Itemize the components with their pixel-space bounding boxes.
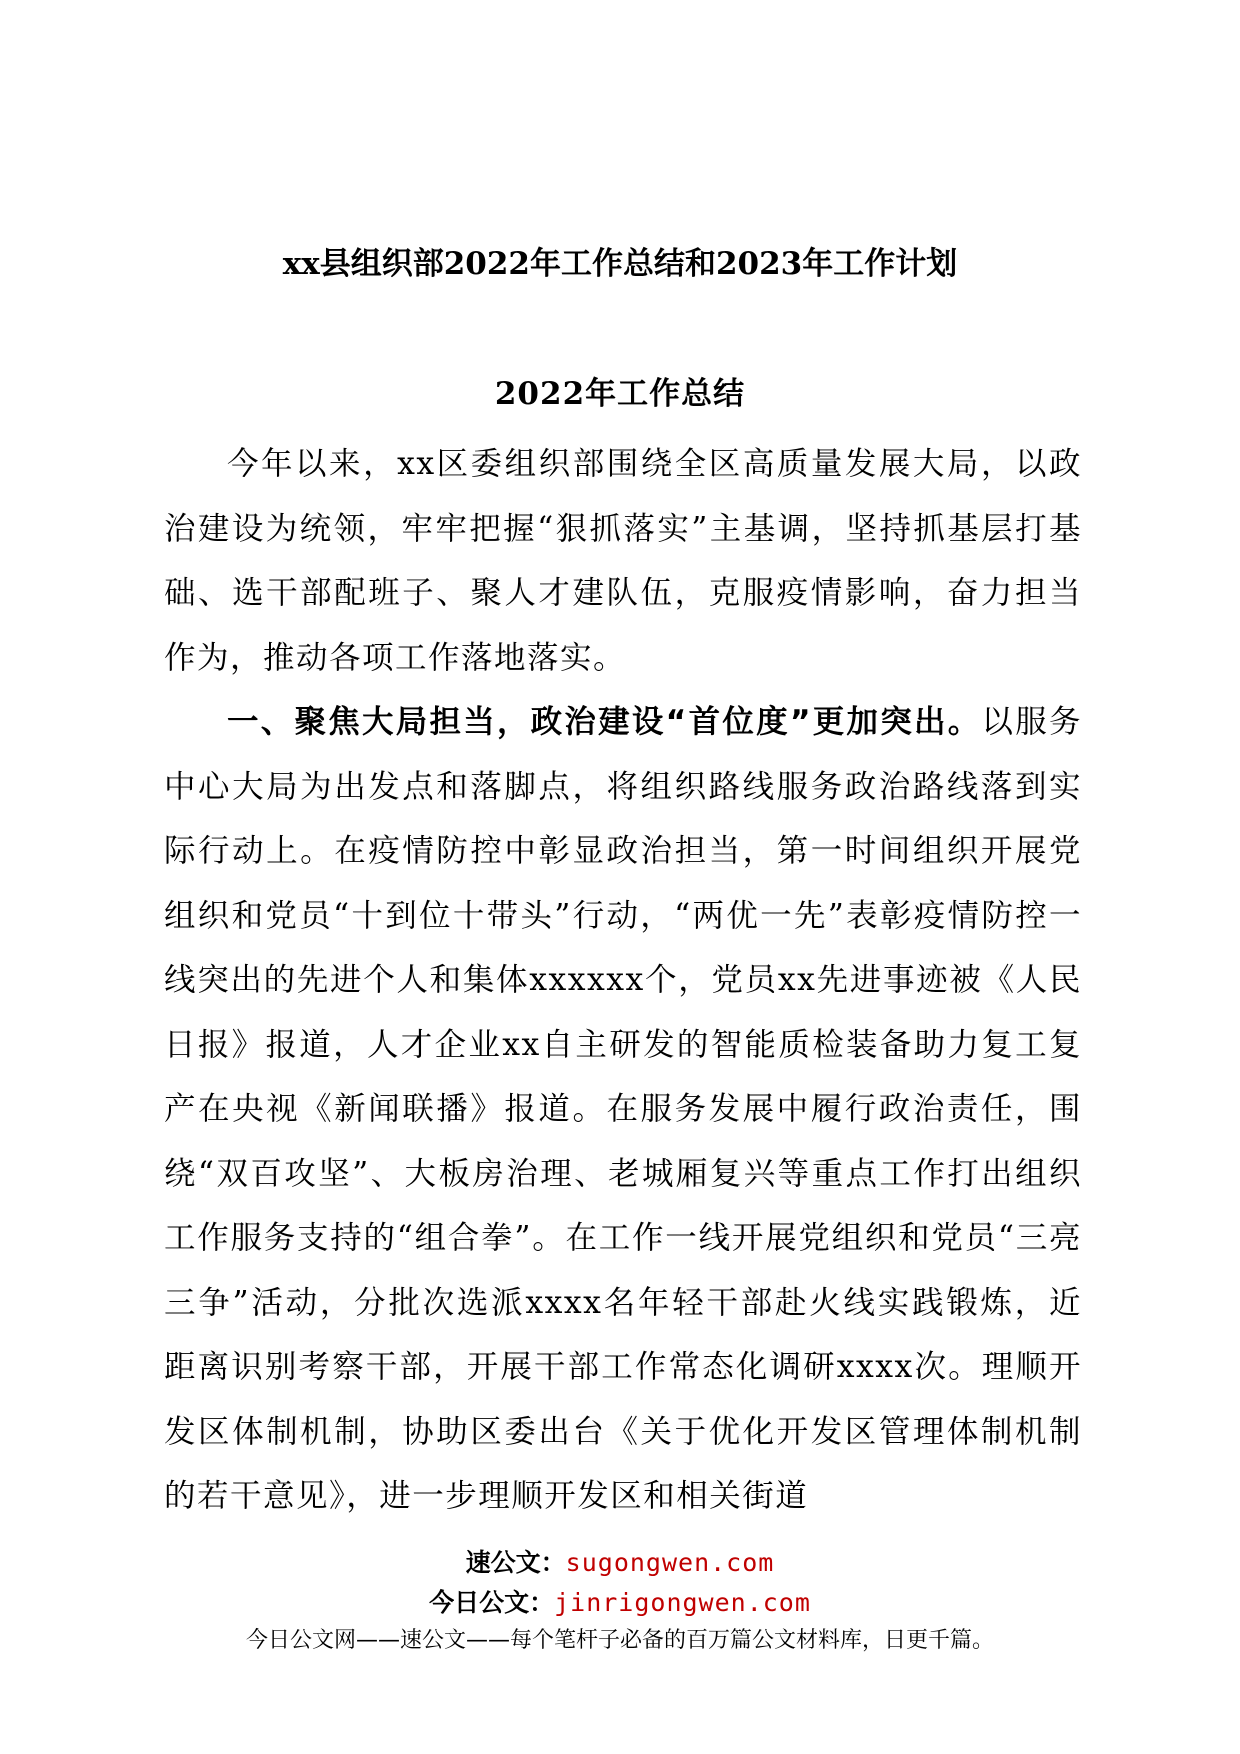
footer-label-jinrigongwen: 今日公文： xyxy=(429,1588,555,1617)
paragraph-text: 以服务中心大局为出发点和落脚点，将组织路线服务政治路线落到实际行动上。在疫情防控中彰显政治担当，第一时间组织开展党组织和党员“十到位十带头”行动，“两优一先”表彰疫情防控一线突出的先进个人和集体xxxxxx个，党员xx先进事迹被《人民日报》报道，人才企业xx自主研发的智能质检装备助力复工复产在央视《新闻联播》报道。在服务发展中履行政治责任，围绕“双百攻坚”、大板房治理、老城厢复兴等重点工作打出组织工作服务支持的“组合拳”。在工作一线开展党组织和党员“三亮三争”活动，分批次选派xxxx名年轻干部赴火线实践锻炼，近距离识别考察干部，开展干部工作常态化调研xxxx次。理顺开发区体制机制，协助区委出台《关于优化开发区管理体制机制的若干意见》，进一步理顺开发区和相关街道 xyxy=(164,704,1082,1514)
document-title: xx县组织部2022年工作总结和2023年工作计划 xyxy=(282,246,958,282)
footer-label-sugongwen: 速公文： xyxy=(465,1548,566,1577)
paragraph-text: 今年以来，xx区委组织部围绕全区高质量发展大局，以政治建设为统领，牢牢把握“狠抓落实”主基调，坚持抓基层打基础、选干部配班子、聚人才建队伍，克服疫情影响，奋力担当作为，推动各项工作落地落实。 xyxy=(164,446,1082,676)
paragraph-lead: 一、聚焦大局担当，政治建设“首位度”更加突出。 xyxy=(227,704,982,740)
footer-link-sugongwen[interactable]: sugongwen.com xyxy=(565,1548,775,1577)
document-body xyxy=(164,432,1082,1529)
footer-link-jinrigongwen[interactable]: jinrigongwen.com xyxy=(554,1588,811,1617)
section-title: 2022年工作总结 xyxy=(494,376,746,412)
paragraph-section-one xyxy=(164,690,1082,1529)
paragraph-intro xyxy=(164,432,1082,690)
footer-sugongwen xyxy=(0,1546,1240,1580)
footer-slogan: 今日公文网——速公文——每个笔杆子必备的百万篇公文材料库，日更千篇。 xyxy=(245,1628,994,1653)
footer-jinrigongwen xyxy=(0,1586,1240,1620)
